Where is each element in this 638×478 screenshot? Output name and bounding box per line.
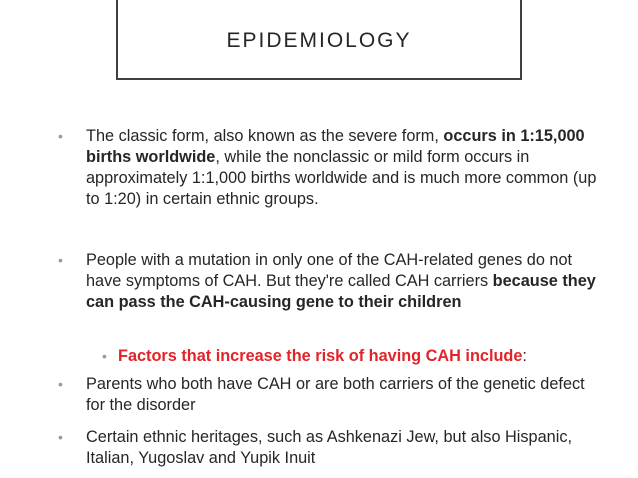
bullet-dot: • [102, 348, 107, 364]
text-run: , while the nonclassic or mild form occurs in approximately 1:1,000 births worldwide and is much more common (up to 1:20) in certain ethnic groups. [86, 148, 597, 208]
bullet-text: Certain ethnic heritages, such as Ashkenazi Jew, but also Hispanic, Italian, Yugoslav and Yupik Inuit [86, 428, 572, 467]
text-run: People with a mutation in only one of the CAH-related genes do not have symptoms of CAH. But they're called CAH carriers [86, 251, 573, 290]
red-emphasis-run: Factors that increase the risk of having CAH include [118, 347, 523, 365]
bullet-text: Parents who both have CAH or are both carriers of the genetic defect for the disorder [86, 375, 585, 414]
text-run: : [522, 347, 527, 365]
bullet-text [102, 346, 602, 367]
bullet-dot: • [58, 376, 63, 392]
bullet-dot: • [58, 128, 63, 144]
bullet-carriers [58, 250, 598, 313]
bullet-dot: • [58, 252, 63, 268]
bold-run: because they can pass the CAH-causing gene to their children [86, 272, 596, 311]
bullet-epidemiology-rates [58, 126, 598, 210]
bullet-text [58, 250, 598, 313]
bullet-text [58, 126, 598, 210]
bold-run: occurs in 1:15,000 births worldwide [86, 127, 585, 166]
sub-bullet-risk-factors [102, 346, 602, 367]
bullet-dot: • [58, 429, 63, 445]
bullet-parents [58, 374, 598, 416]
bullet-ethnic-heritage [58, 427, 598, 469]
slide-title: EPIDEMIOLOGY [226, 29, 412, 52]
text-run: The classic form, also known as the severe form, [86, 127, 444, 145]
